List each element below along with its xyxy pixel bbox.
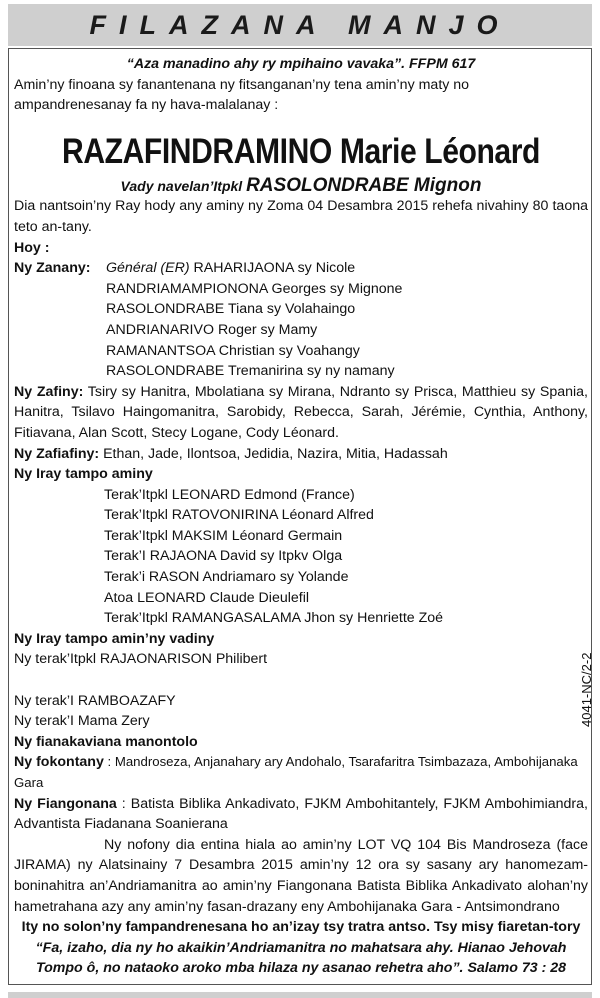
iray-tampo-item: Terak’i RASON Andriamaro sy Yolande bbox=[104, 569, 349, 586]
terak-line: Ny terak’I Mama Zery bbox=[14, 713, 150, 730]
fokontany-para bbox=[14, 752, 588, 793]
zafiny-text: Tsiry sy Hanitra, Mbolatiana sy Mirana, Ndranto sy Prisca, Matthieu sy Spania, Hanitra, Tsilavo Haingomanitra, Sarobidy, Rebecca, Sarah, Jérémie, Cynthia, Anthony, Fitiavana, Alan Scott, Stecy Logane, Cody Léonard. bbox=[14, 383, 588, 441]
iray-tampo-item: Terak’Itpkl MAKSIM Léonard Germain bbox=[104, 527, 343, 544]
notice-content bbox=[14, 54, 588, 979]
iray-tampo-vadiny-item: Ny terak’Itpkl RAJAONARISON Philibert bbox=[14, 651, 268, 668]
zanany-first-title: Général (ER) bbox=[106, 260, 190, 277]
deceased-name: RAZAFINDRAMINO Marie Léonard bbox=[62, 131, 540, 171]
header-title: FILAZANA MANJO bbox=[89, 10, 511, 40]
iray-tampo-item: Terak’Itpkl RATOVONIRINA Léonard Alfred bbox=[104, 507, 374, 524]
spouse-line bbox=[14, 176, 588, 197]
zanany-item: ANDRIANARIVO Roger sy Mamy bbox=[106, 321, 318, 338]
death-notice: Dia nantsoin’ny Ray hody any aminy ny Zoma 04 Desambra 2015 rehefa nivahiny 80 taona teto an-tany. bbox=[14, 198, 588, 235]
fiangonana-text: : Batista Biblika Ankadivato, FJKM Ambohitantely, FJKM Ambohimiandra, Advantista Fiadanana Soanierana bbox=[14, 795, 588, 833]
zanany-first-rest: RAHARIJAONA sy Nicole bbox=[189, 260, 356, 277]
top-quote: “Aza manadino ahy ry mpihaino vavaka”. FFPM 617 bbox=[126, 56, 476, 72]
spouse-prefix: Vady navelan’Itpkl bbox=[120, 177, 247, 194]
notice-box bbox=[8, 48, 592, 985]
fokontany-text: : Mandroseza, Anjanahary ary Andohalo, Tsarafaritra Tsimbazaza, Ambohijanaka Gara bbox=[14, 754, 578, 790]
hoy-label: Hoy : bbox=[14, 239, 50, 256]
spacer bbox=[14, 670, 588, 691]
intro-text: Amin’ny finoana sy fanantenana ny fitsanganan’ny tena amin’ny maty no ampandrenesanay fa ny hava-malalanay : bbox=[14, 76, 470, 114]
zanany-row bbox=[14, 258, 588, 279]
bottom-quote-line1: “Fa, izaho, dia ny ho akaikin’Andriamanitra no mahatsara ahy. Hianao Jehovah bbox=[35, 939, 567, 956]
zafiny-label: Ny Zafiny: bbox=[14, 383, 84, 400]
zanany-label: Ny Zanany: bbox=[14, 260, 91, 277]
iray-tampo-item: Terak’Itpkl RAMANGASALAMA Jhon sy Henriette Zoé bbox=[104, 610, 444, 627]
zanany-item: RAMANANTSOA Christian sy Voahangy bbox=[106, 342, 360, 359]
zafiny-para bbox=[14, 382, 588, 444]
fianakaviana-line: Ny fianakaviana manontolo bbox=[14, 733, 198, 750]
zanany-first bbox=[106, 258, 355, 279]
zafiafiny-label: Ny Zafiafiny: bbox=[14, 445, 100, 462]
bottom-bar bbox=[8, 992, 592, 998]
iray-tampo-item: Terak’Itpkl LEONARD Edmond (France) bbox=[104, 486, 355, 503]
bottom-quote-line2: Tompo ô, no nataoko aroko mba hilaza ny asanao rehetra aho”. Salamo 73 : 28 bbox=[35, 960, 567, 977]
closing-line: Ity no solon’ny fampandrenesana ho an’izay tsy tratra antso. Tsy misy fiaretan-tory bbox=[21, 919, 581, 936]
zanany-item: RASOLONDRABE Tiana sy Volahaingo bbox=[106, 301, 356, 318]
zanany-item: RANDRIAMAMPIONONA Georges sy Mignone bbox=[106, 280, 403, 297]
terak-line: Ny terak’I RAMBOAZAFY bbox=[14, 692, 176, 709]
fiangonana-label: Ny Fiangonana bbox=[14, 795, 117, 812]
iray-tampo-label: Ny Iray tampo aminy bbox=[14, 466, 153, 483]
zafiafiny-text: Ethan, Jade, Ilontsoa, Jedidia, Nazira, Mitia, Hadassah bbox=[99, 445, 448, 462]
fokontany-label: Ny fokontany bbox=[14, 754, 104, 771]
notice-header bbox=[8, 4, 592, 46]
burial-notice: Ny nofony dia entina hiala ao amin’ny LOT VQ 104 Bis Mandroseza (face JIRAMA) ny Alatsinainy 7 Desambra 2015 amin’ny 12 ora sy sasany ary hanomezam-boninahitra an’Andriamanitra ao amin’ny Fiangonana Batista Biblika Ankadivato alohan’ny hametrahana azy any amin’ny fasan-drazany eny Ambohijanaka Gara - Antsimondrano bbox=[14, 836, 588, 915]
zafiafiny-para bbox=[14, 444, 588, 465]
iray-tampo-vadiny-label: Ny Iray tampo amin’ny vadiny bbox=[14, 630, 215, 647]
iray-tampo-item: Terak’I RAJAONA David sy Itpkv Olga bbox=[104, 548, 343, 565]
fiangonana-para bbox=[14, 794, 588, 835]
iray-tampo-item: Atoa LEONARD Claude Dieulefil bbox=[104, 589, 310, 606]
reference-code: 4041-NC/2-2 bbox=[579, 652, 594, 727]
zanany-item: RASOLONDRABE Tremanirina sy ny namany bbox=[106, 363, 395, 380]
spouse-name: RASOLONDRABE Mignon bbox=[246, 174, 482, 196]
